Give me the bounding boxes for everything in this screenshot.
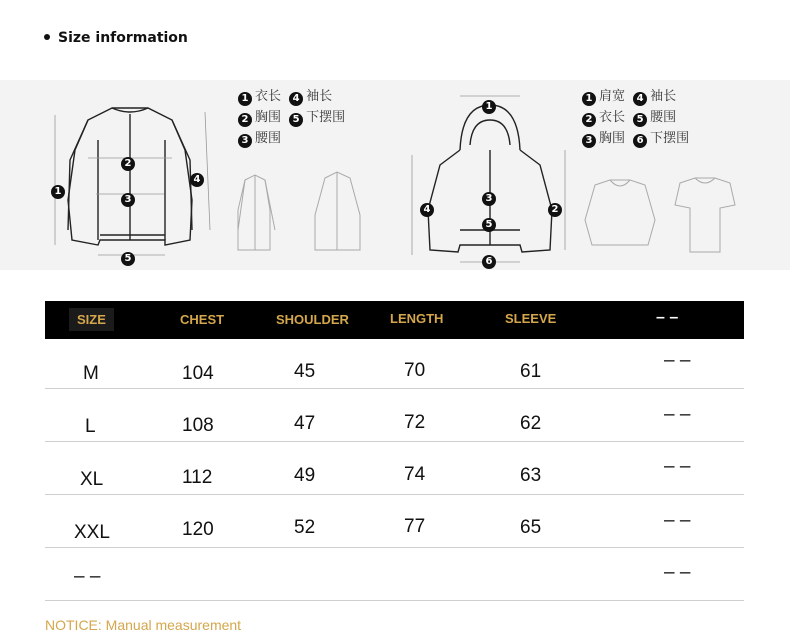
cell-length: 74 xyxy=(404,464,426,485)
header-chest: CHEST xyxy=(180,312,225,327)
header-extra: – – xyxy=(656,309,679,326)
cell-shoulder: 49 xyxy=(294,465,316,486)
row-divider xyxy=(45,441,744,442)
cell-length: 77 xyxy=(404,516,426,537)
hoodie-marker-2: 2 xyxy=(548,196,565,217)
cell-size: L xyxy=(85,416,96,437)
cell-shoulder: 47 xyxy=(294,413,316,434)
size-diagram-band xyxy=(0,80,790,270)
jacket-marker-4: 4 xyxy=(190,166,207,187)
header-size: SIZE xyxy=(69,308,114,331)
hoodie-marker-1: 1 xyxy=(482,93,499,114)
jacket-marker-5: 5 xyxy=(121,245,138,266)
cell-chest: 112 xyxy=(182,467,213,488)
cell-size: – – xyxy=(74,566,101,587)
tee-thumbnails xyxy=(585,178,735,252)
hoodie-marker-5: 5 xyxy=(482,211,499,232)
hoodie-marker-6: 6 xyxy=(482,248,499,269)
jacket-illustration xyxy=(68,108,192,245)
jacket-thumbnail xyxy=(238,172,360,250)
legend-left: 1 衣长 4 袖长 2 胸围 5 下摆围 3 腰围 xyxy=(238,86,349,149)
row-divider xyxy=(45,388,744,389)
cell-sleeve: 63 xyxy=(520,465,542,486)
cell-shoulder: 52 xyxy=(294,517,316,538)
notice-text: NOTICE: Manual measurement xyxy=(45,617,242,633)
cell-extra: – – xyxy=(664,350,691,371)
cell-sleeve: 62 xyxy=(520,413,542,434)
bullet-icon xyxy=(44,34,50,40)
cell-sleeve: 61 xyxy=(520,361,542,382)
cell-length: 72 xyxy=(404,412,426,433)
cell-extra: – – xyxy=(664,510,691,531)
cell-extra: – – xyxy=(664,562,691,583)
cell-chest: 108 xyxy=(182,415,214,436)
section-title-text: Size information xyxy=(58,30,188,46)
legend-right: 1 肩宽 4 袖长 2 衣长 5 腰围 3 胸围 6 下摆围 xyxy=(582,86,693,149)
cell-extra: – – xyxy=(664,404,691,425)
cell-chest: 120 xyxy=(182,519,214,540)
header-length: LENGTH xyxy=(390,311,444,326)
cell-length: 70 xyxy=(404,360,426,381)
jacket-marker-3: 3 xyxy=(121,186,138,207)
cell-size: XXL xyxy=(74,522,110,543)
hoodie-marker-4: 4 xyxy=(420,196,437,217)
header-sleeve: SLEEVE xyxy=(505,311,557,326)
header-shoulder: SHOULDER xyxy=(276,312,349,327)
row-divider xyxy=(45,547,744,548)
cell-size: XL xyxy=(80,469,104,490)
cell-extra: – – xyxy=(664,456,691,477)
hoodie-marker-3: 3 xyxy=(482,185,499,206)
cell-sleeve: 65 xyxy=(520,517,542,538)
row-divider xyxy=(45,600,744,601)
cell-chest: 104 xyxy=(182,363,214,384)
jacket-marker-1: 1 xyxy=(51,178,68,199)
cell-size: M xyxy=(83,363,99,384)
jacket-marker-2: 2 xyxy=(121,150,138,171)
cell-shoulder: 45 xyxy=(294,361,316,382)
section-title xyxy=(44,30,188,46)
row-divider xyxy=(45,494,744,495)
